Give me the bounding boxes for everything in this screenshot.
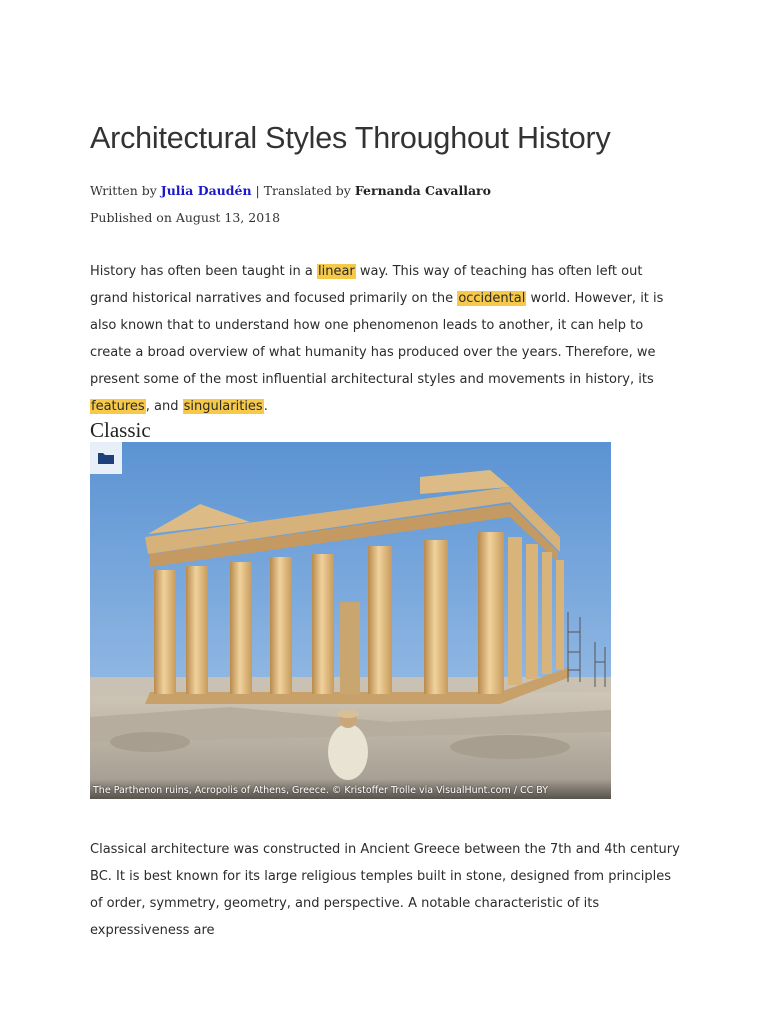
byline	[90, 183, 491, 198]
published-date: Published on August 13, 2018	[90, 210, 281, 225]
author-link[interactable]: Julia Daudén	[160, 183, 252, 198]
section-title-classic: Classic	[90, 418, 151, 442]
translator-name: Fernanda Cavallaro	[354, 183, 491, 198]
parthenon-illustration	[90, 442, 611, 799]
highlight-features[interactable]: features	[91, 399, 145, 414]
written-by-label: Written by	[90, 183, 157, 198]
intro-paragraph	[90, 258, 680, 420]
byline-separator: |	[251, 183, 264, 198]
intro-text-5: .	[263, 399, 268, 414]
highlight-occidental[interactable]: occidental	[458, 291, 526, 306]
parthenon-image[interactable]	[90, 442, 611, 799]
highlight-singularities[interactable]: singularities	[183, 399, 263, 414]
translated-by-label: Translated by	[263, 183, 351, 198]
intro-text-1: History has often been taught in a	[90, 264, 317, 279]
image-caption-bar	[90, 779, 611, 799]
folder-icon	[97, 451, 115, 465]
gallery-button[interactable]	[90, 442, 122, 474]
intro-text-2: way. This way of teaching has often left out grand historical narratives and focused primarily on the	[90, 264, 643, 306]
intro-text-3: world. However, it is also known that to understand how one phenomenon leads to another, it can help to create a broad overview of what humanity has produced over the years. Therefore, we present some of the most influential architectural styles and movements in history, its	[90, 291, 664, 387]
highlight-linear[interactable]: linear	[318, 264, 355, 279]
classic-paragraph: Classical architecture was constructed in Ancient Greece between the 7th and 4th century BC. It is best known for its large religious temples built in stone, designed from principles of order, symmetry, geometry, and perspective. A notable characteristic of its expressiveness are	[90, 842, 680, 938]
image-caption: The Parthenon ruins, Acropolis of Athens, Greece. © Kristoffer Trolle via VisualHunt.com / CC BY	[93, 785, 549, 796]
article-title: Architectural Styles Throughout History	[90, 121, 611, 155]
intro-text-4: , and	[145, 399, 183, 414]
